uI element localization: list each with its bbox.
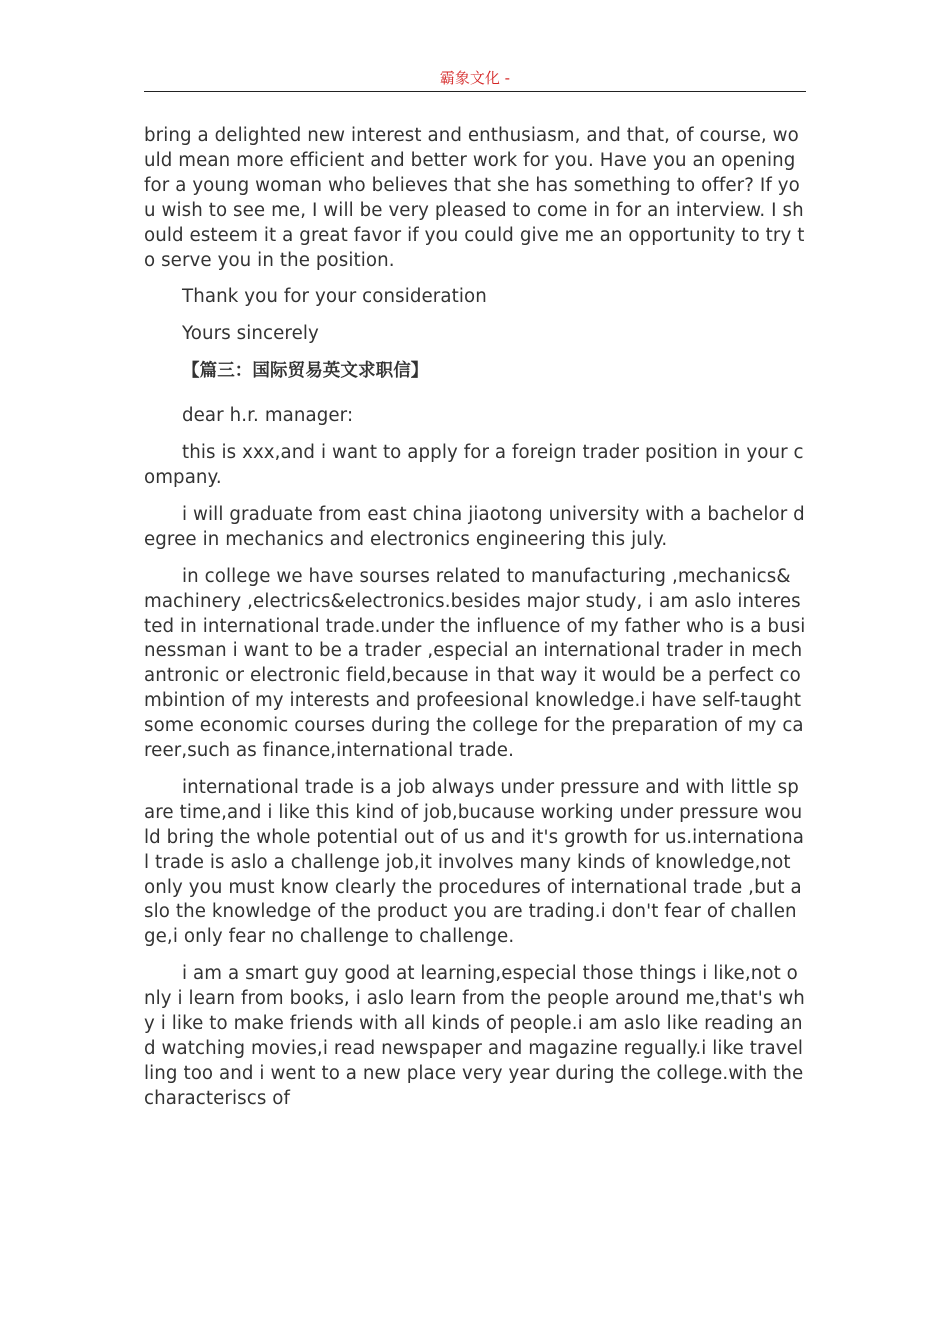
paragraph-trade-job: international trade is a job always under pressure and with little spare time,and i like this kind of job,bucause working under pressure would bring the whole potential out of us and it's growth for us.international trade is aslo a challenge job,it involves many kinds of knowledge,not only you must know clearly the procedures of international trade ,but aslo the knowledge of the product you are trading.i don't fear of challenge,i only fear no challenge to challenge. [144,776,805,948]
paragraph-personality: i am a smart guy good at learning,especial those things i like,not only i learn from books, i aslo learn from the people around me,that's why i like to make friends with all kinds of people.i am aslo like reading and watching movies,i read newspaper and magazine regually.i like travelling too and i went to a new place very year during the college.with the characteriscs of [144,963,805,1109]
paragraph-continued: bring a delighted new interest and enthusiasm, and that, of course, would mean more efficient and better work for you. Have you an opening for a young woman who believes that she has something to offer? If you wish to see me, I will be very pleased to come in for an interview. I should esteem it a great favor if you could give me an opportunity to try to serve you in the position. [144,125,805,271]
paragraph-intro: this is xxx,and i want to apply for a foreign trader position in your company. [144,442,804,488]
paragraph-salutation: dear h.r. manager: [182,405,354,427]
paragraph-courses: in college we have sourses related to manufacturing ,mechanics&machinery ,electrics&electronics.besides major study, i am aslo interested in international trade.under the influence of my father who is a businessman i want to be a trader ,especial an international trader in mechantronic or electronic field,because in that way it would be a perfect combintion of my interests and profeesional knowledge.i have self-taught some economic courses during the college for the preparation of my career,such as finance,international trade. [144,565,806,762]
document-body [144,124,806,1124]
document-page [144,0,806,1344]
paragraph-thanks: Thank you for your consideration [182,286,487,308]
paragraph-education: i will graduate from east china jiaotong university with a bachelor degree in mechanics and electronics engineering this july. [144,503,805,550]
page-header [144,67,806,92]
section-heading: 【篇三：国际贸易英文求职信】 [182,361,429,382]
header-text: 霸象文化 - [439,69,511,87]
paragraph-closing: Yours sincerely [182,323,319,345]
